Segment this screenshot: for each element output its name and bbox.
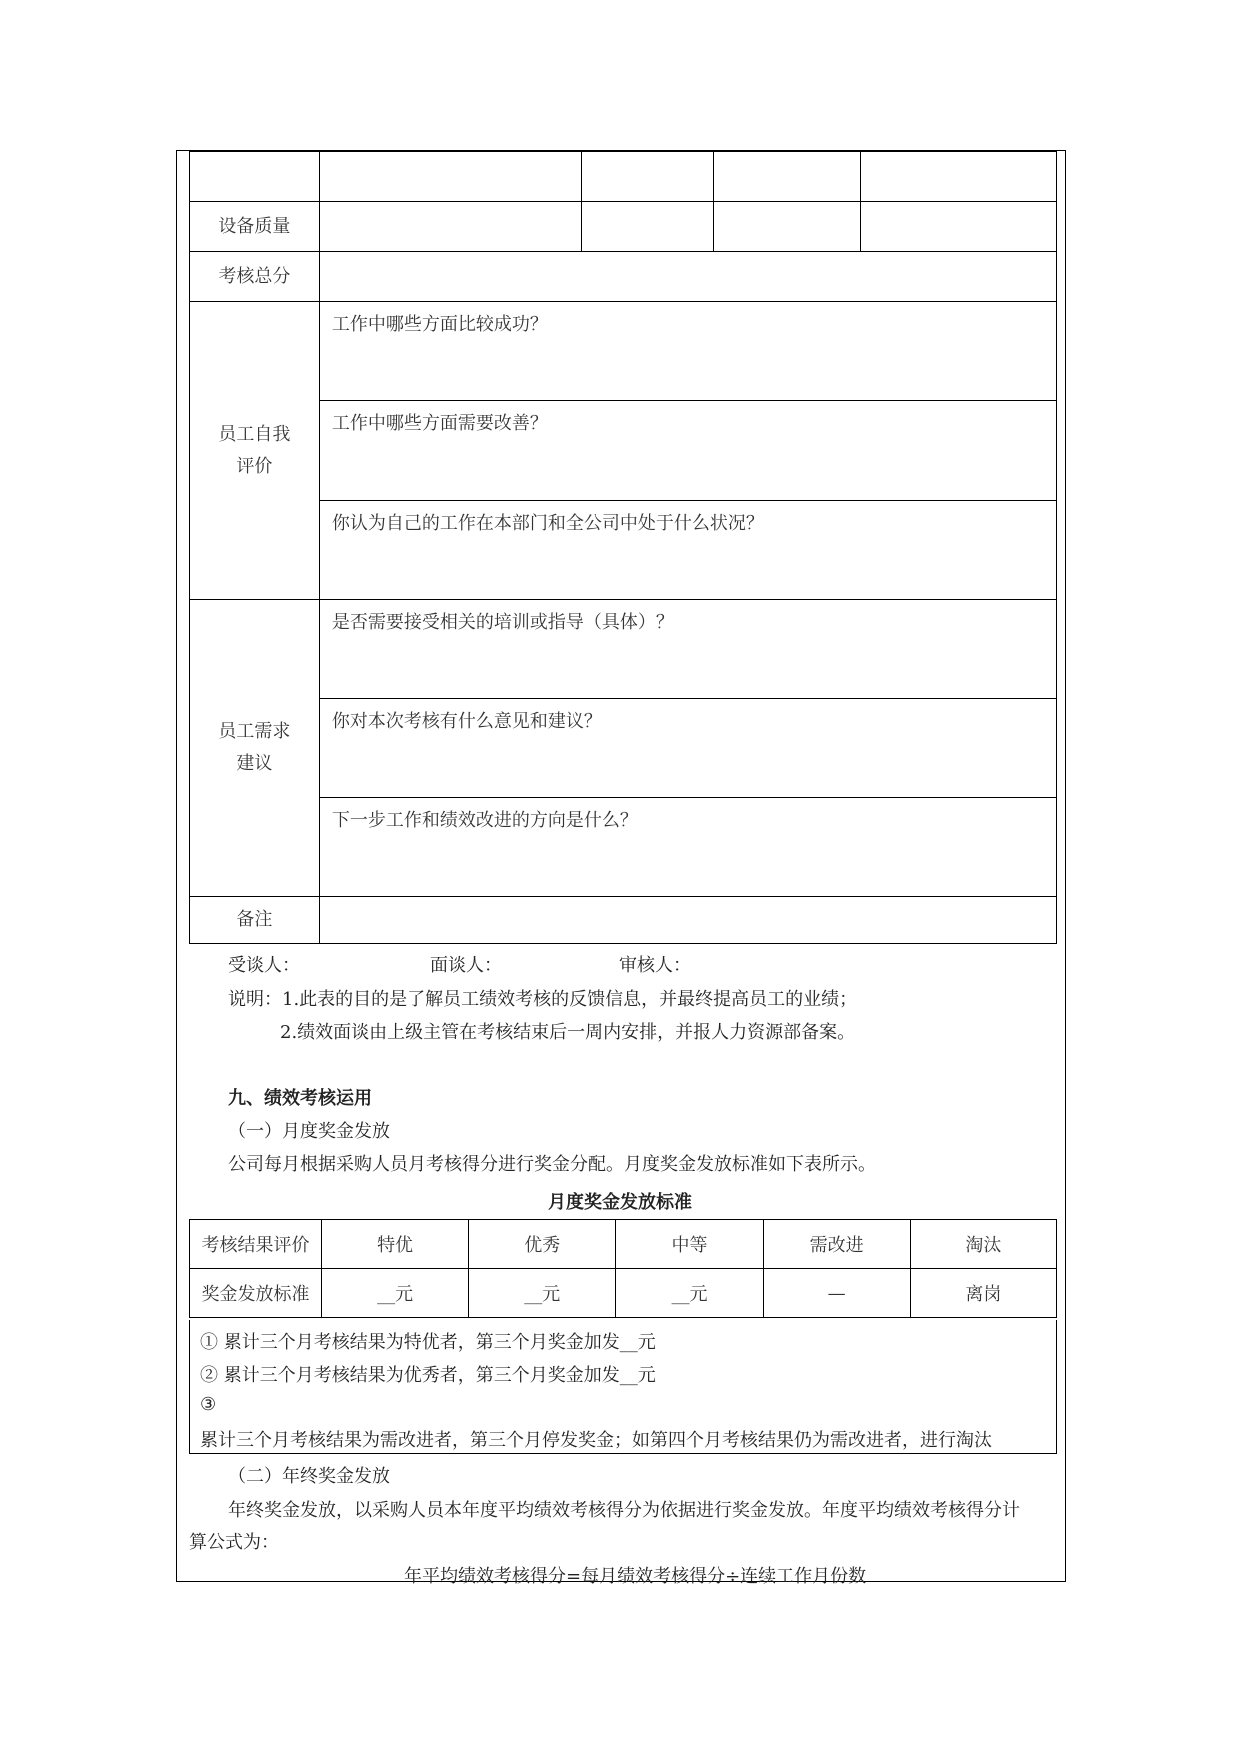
- header-cell: 中等: [616, 1220, 763, 1269]
- bonus-table: [189, 1219, 1057, 1318]
- table-row: [190, 252, 1057, 302]
- self-eval-question-3: 你认为自己的工作在本部门和全公司中处于什么状况？: [319, 501, 1056, 600]
- signature-reviewer: 审核人：: [619, 955, 691, 976]
- table-cell: —: [763, 1269, 910, 1318]
- label-line: 员工需求: [218, 721, 291, 742]
- header-cell: 考核结果评价: [190, 1220, 322, 1269]
- annual-formula: 年平均绩效考核得分=每月绩效考核得分÷连续工作月份数: [404, 1566, 867, 1587]
- bonus-notes-box: [189, 1320, 1057, 1454]
- table-cell: [861, 202, 1057, 252]
- signature-interviewer: 面谈人：: [430, 955, 502, 976]
- label-line: 员工自我: [218, 423, 291, 445]
- table-row: [190, 897, 1057, 944]
- table-row: [190, 202, 1057, 252]
- table-row: [190, 302, 1057, 401]
- table-cell: [581, 152, 714, 202]
- self-eval-question-1: 工作中哪些方面比较成功？: [319, 302, 1056, 401]
- table-cell: __元: [616, 1269, 763, 1318]
- note-line-2: 2.绩效面谈由上级主管在考核结束后一周内安排，并报人力资源部备案。: [280, 1022, 856, 1043]
- self-eval-question-2: 工作中哪些方面需要改善？: [319, 401, 1056, 501]
- signature-interviewee: 受谈人：: [228, 955, 300, 976]
- needs-question-1: 是否需要接受相关的培训或指导（具体）？: [319, 600, 1056, 699]
- table-cell: [861, 152, 1057, 202]
- paragraph-annual-line-1: 年终奖金发放，以采购人员本年度平均绩效考核得分为依据进行奖金发放。年度平均绩效考核得分计: [228, 1500, 1020, 1521]
- table-row: [190, 501, 1057, 600]
- table-row: [190, 600, 1057, 699]
- label-equipment-quality: 设备质量: [190, 202, 320, 252]
- table-cell: 离岗: [910, 1269, 1056, 1318]
- table-cell: [714, 202, 861, 252]
- table-cell: __元: [321, 1269, 468, 1318]
- bonus-table-title: 月度奖金发放标准: [548, 1192, 692, 1213]
- paragraph-monthly: 公司每月根据采购人员月考核得分进行奖金分配。月度奖金发放标准如下表所示。: [228, 1154, 876, 1175]
- header-cell: 优秀: [469, 1220, 616, 1269]
- needs-question-3: 下一步工作和绩效改进的方向是什么？: [319, 798, 1056, 897]
- bonus-note-3: ③: [200, 1394, 217, 1415]
- remarks-value: [319, 897, 1056, 944]
- header-cell: 需改进: [763, 1220, 910, 1269]
- subsection-annual: （二）年终奖金发放: [228, 1466, 390, 1487]
- table-cell: 奖金发放标准: [190, 1269, 322, 1318]
- label-self-evaluation: [190, 302, 320, 600]
- table-cell: __元: [469, 1269, 616, 1318]
- label-total-score: 考核总分: [190, 252, 320, 302]
- label-line: 建议: [236, 753, 273, 774]
- section-heading: 九、绩效考核运用: [228, 1088, 372, 1109]
- bonus-note-2: ② 累计三个月考核结果为优秀者，第三个月奖金加发__元: [200, 1365, 656, 1386]
- header-cell: 特优: [321, 1220, 468, 1269]
- label-line: 评价: [236, 455, 273, 477]
- note-line-1: 说明：1.此表的目的是了解员工绩效考核的反馈信息，并最终提高员工的业绩；: [228, 989, 858, 1010]
- table-row: [190, 152, 1057, 202]
- table-cell: [581, 202, 714, 252]
- label-remarks: 备注: [190, 897, 320, 944]
- table-cell: [319, 152, 581, 202]
- table-cell: [714, 152, 861, 202]
- table-cell: [319, 202, 581, 252]
- table-row: [190, 1269, 1057, 1318]
- table-row: [190, 798, 1057, 897]
- table-row: [190, 401, 1057, 501]
- bonus-note-1: ① 累计三个月考核结果为特优者，第三个月奖金加发__元: [200, 1332, 656, 1353]
- table-row: [190, 1220, 1057, 1269]
- subsection-monthly: （一）月度奖金发放: [228, 1121, 390, 1142]
- paragraph-annual-line-2: 算公式为：: [189, 1532, 279, 1553]
- header-cell: 淘汰: [910, 1220, 1056, 1269]
- bonus-note-4: 累计三个月考核结果为需改进者，第三个月停发奖金；如第四个月考核结果仍为需改进者，进行淘汰: [200, 1430, 992, 1451]
- table-row: [190, 699, 1057, 798]
- total-score-value: [319, 252, 1056, 302]
- evaluation-table: [189, 151, 1057, 944]
- table-cell: [190, 152, 320, 202]
- needs-question-2: 你对本次考核有什么意见和建议？: [319, 699, 1056, 798]
- label-employee-needs: [190, 600, 320, 897]
